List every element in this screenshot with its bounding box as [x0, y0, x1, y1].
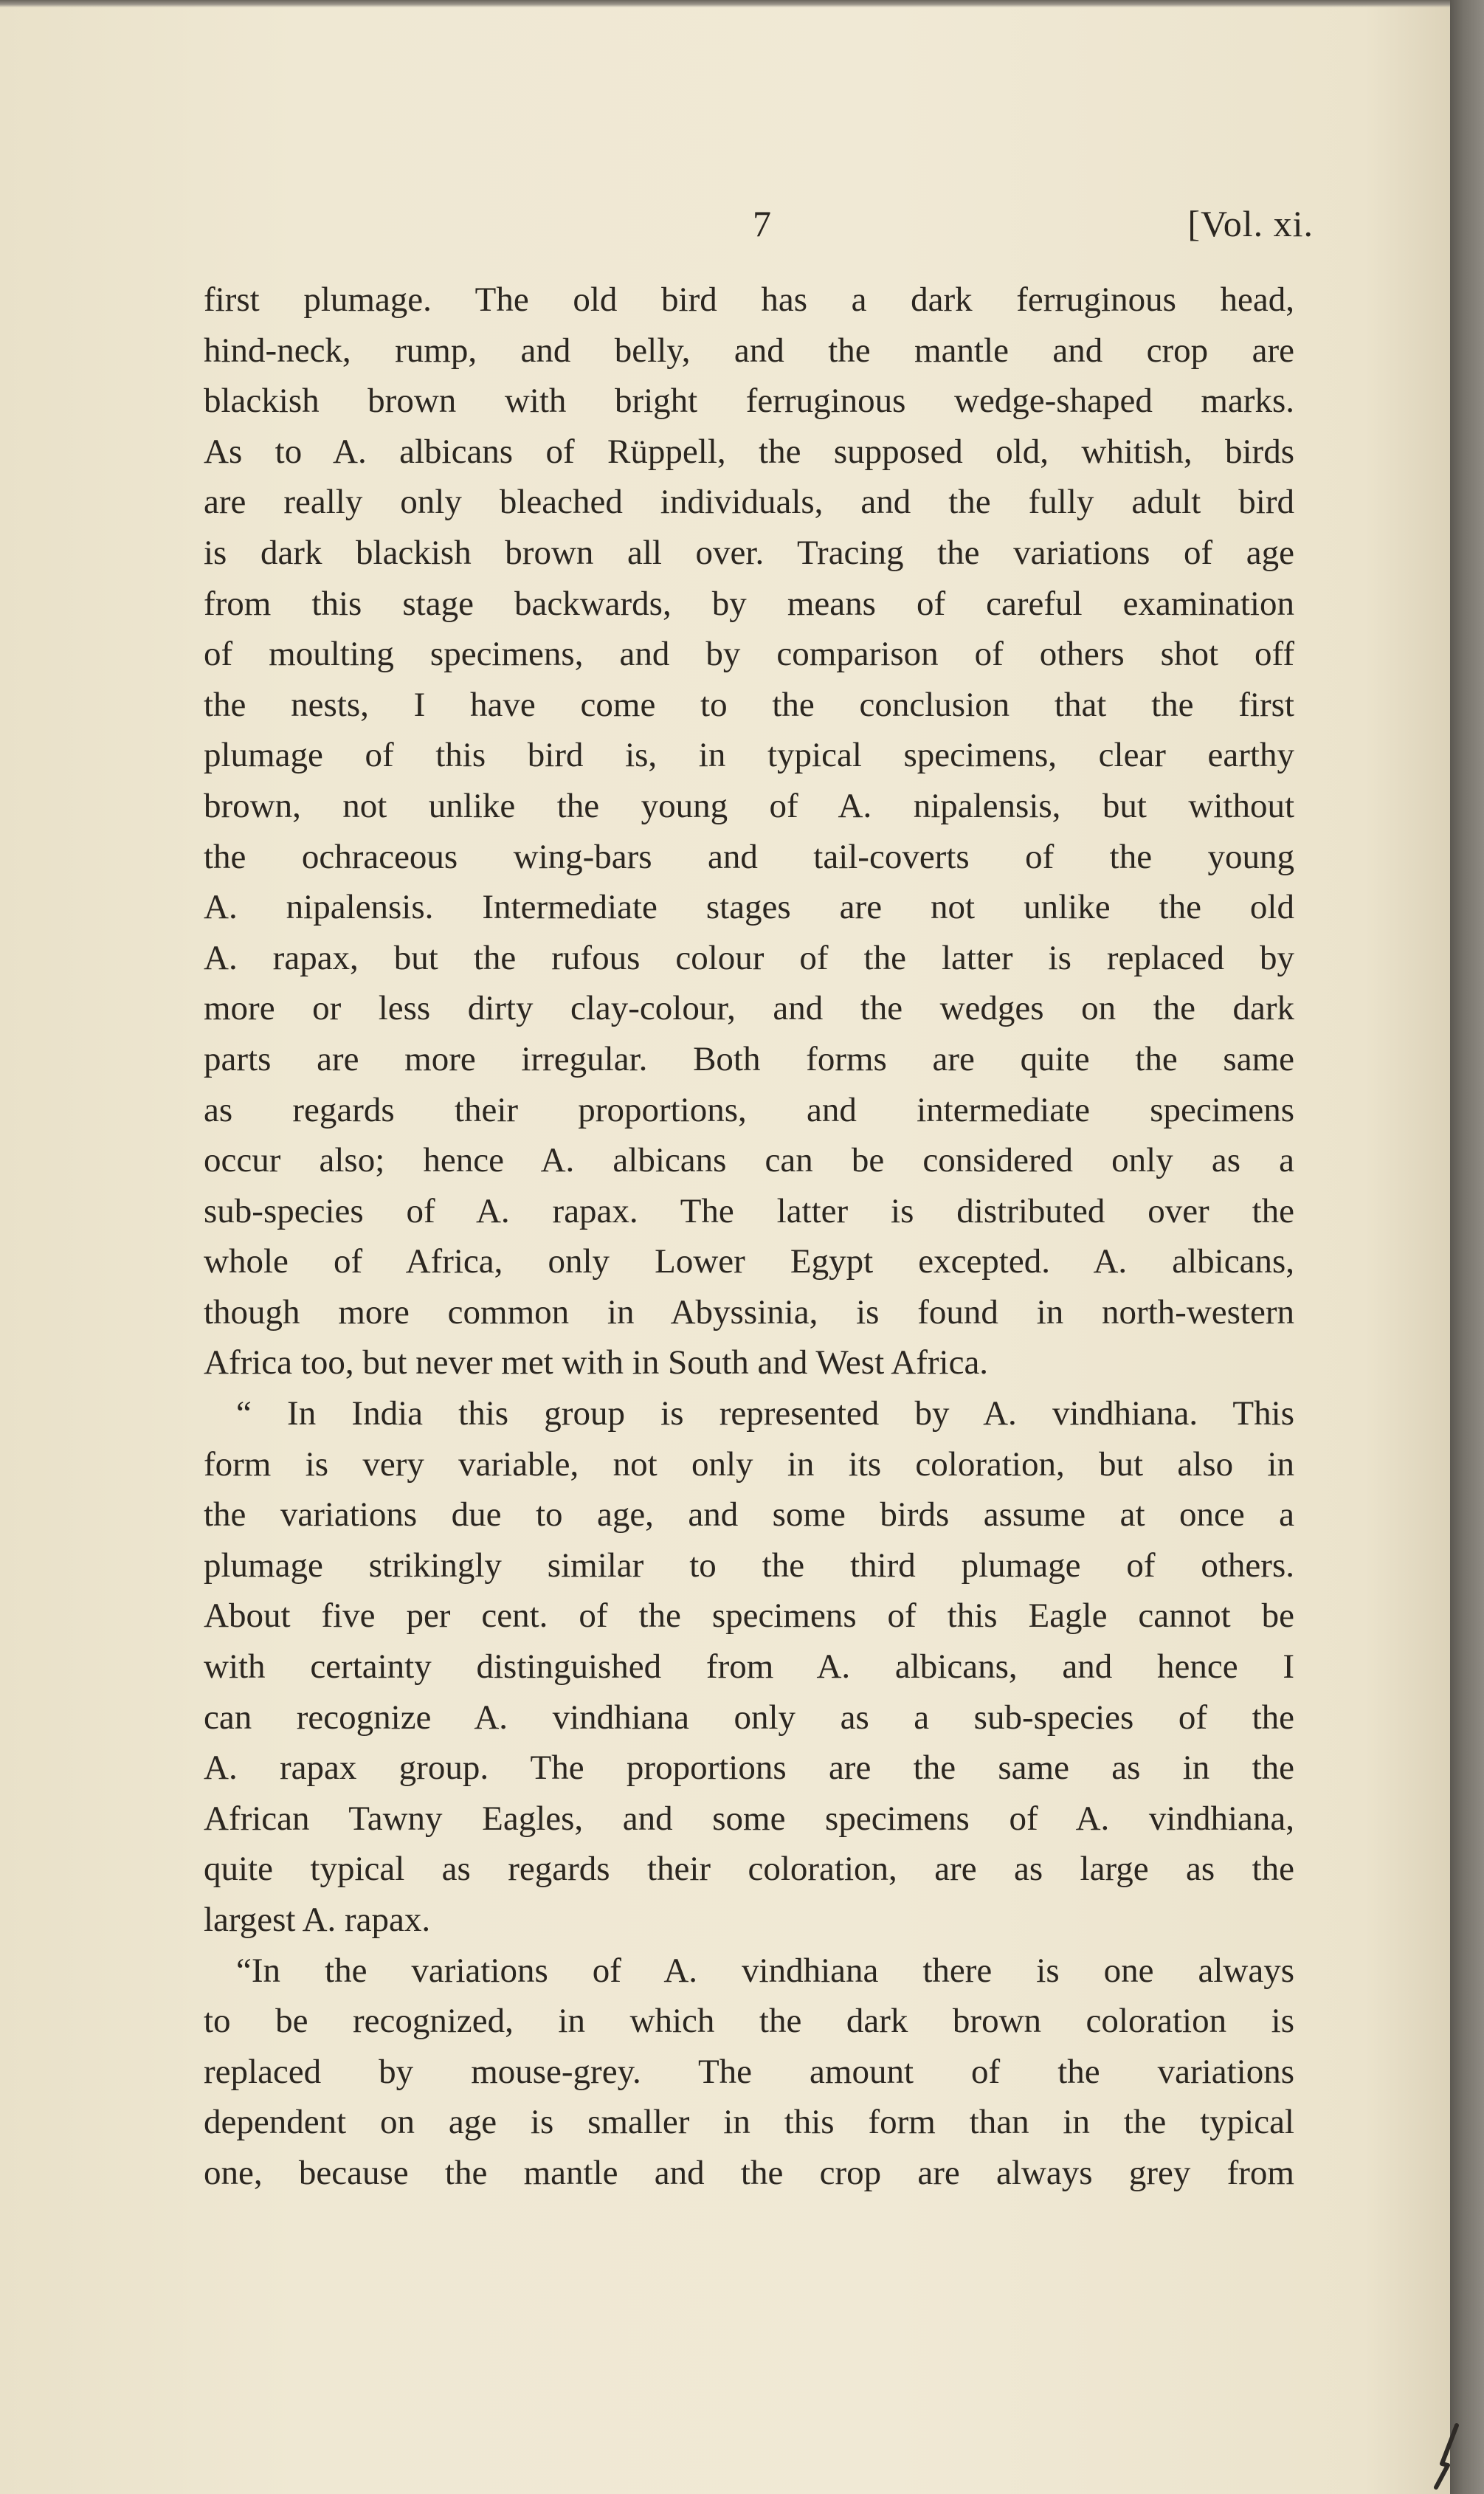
- running-header: [192, 198, 1314, 249]
- text-line: blackish brown with bright ferruginous wedge-shaped marks.: [204, 382, 1294, 421]
- text-line: as regards their proportions, and intermediate specimens: [204, 1090, 1294, 1129]
- text-line: though more common in Abyssinia, is found in north-western: [204, 1292, 1294, 1332]
- text-line: are really only bleached individuals, and the fully adult bird: [204, 483, 1294, 522]
- text-line: occur also; hence A. albicans can be considered only as a: [204, 1141, 1294, 1180]
- text-line: brown, not unlike the young of A. nipalensis, but without: [204, 786, 1294, 825]
- body-text: [204, 275, 1294, 2199]
- text-line: the nests, I have come to the conclusion that the first: [204, 685, 1294, 724]
- text-line: dependent on age is smaller in this form than in the typical: [204, 2103, 1294, 2142]
- text-line: plumage of this bird is, in typical specimens, clear earthy: [204, 736, 1294, 775]
- text-line: plumage strikingly similar to the third plumage of others.: [204, 1546, 1294, 1585]
- text-line: About five per cent. of the specimens of this Eagle cannot be: [204, 1596, 1294, 1636]
- text-line: whole of Africa, only Lower Egypt excepted. A. albicans,: [204, 1242, 1294, 1281]
- text-line: A. rapax, but the rufous colour of the latter is replaced by: [204, 938, 1294, 977]
- text-line: Africa too, but never met with in South and West Africa.: [204, 1343, 989, 1382]
- text-line: more or less dirty clay-colour, and the wedges on the dark: [204, 989, 1294, 1028]
- text-line: can recognize A. vindhiana only as a sub-species of the: [204, 1698, 1294, 1737]
- text-line: from this stage backwards, by means of careful examination: [204, 584, 1294, 623]
- text-line: largest A. rapax.: [204, 1901, 431, 1939]
- text-line: parts are more irregular. Both forms are quite the same: [204, 1039, 1294, 1078]
- scan-right-edge: [1450, 0, 1484, 2494]
- text-line: “In the variations of A. vindhiana there is one always: [236, 1951, 1294, 1990]
- text-line: African Tawny Eagles, and some specimens of A. vindhiana,: [204, 1799, 1294, 1838]
- text-line: one, because the mantle and the crop are always grey from: [204, 2153, 1294, 2192]
- text-line: A. nipalensis. Intermediate stages are not unlike the old: [204, 888, 1294, 927]
- text-line: sub-species of A. rapax. The latter is distributed over the: [204, 1191, 1294, 1230]
- text-line: A. rapax group. The proportions are the same as in the: [204, 1749, 1294, 1788]
- volume-label: [Vol. xi.: [1187, 203, 1314, 244]
- text-line: quite typical as regards their coloration, are as large as the: [204, 1850, 1294, 1889]
- text-line: hind-neck, rump, and belly, and the mantle and crop are: [204, 331, 1294, 370]
- top-edge-rule: [0, 0, 1450, 7]
- text-line: to be recognized, in which the dark brown coloration is: [204, 2002, 1294, 2041]
- text-line: is dark blackish brown all over. Tracing the variations of age: [204, 533, 1294, 572]
- text-line: “ In India this group is represented by A. vindhiana. This: [236, 1394, 1294, 1433]
- pencil-mark-icon: [1432, 2419, 1461, 2493]
- text-line: of moulting specimens, and by comparison of others shot off: [204, 635, 1294, 674]
- text-line: replaced by mouse-grey. The amount of the variations: [204, 2052, 1294, 2091]
- text-line: the variations due to age, and some birds assume at once a: [204, 1495, 1294, 1534]
- page-number: 7: [753, 203, 771, 244]
- text-line: first plumage. The old bird has a dark ferruginous head,: [204, 280, 1294, 319]
- text-line: form is very variable, not only in its coloration, but also in: [204, 1444, 1294, 1484]
- text-line: the ochraceous wing-bars and tail-coverts of the young: [204, 837, 1294, 876]
- text-line: As to A. albicans of Rüppell, the supposed old, whitish, birds: [204, 432, 1294, 471]
- text-line: with certainty distinguished from A. albicans, and hence I: [204, 1647, 1294, 1687]
